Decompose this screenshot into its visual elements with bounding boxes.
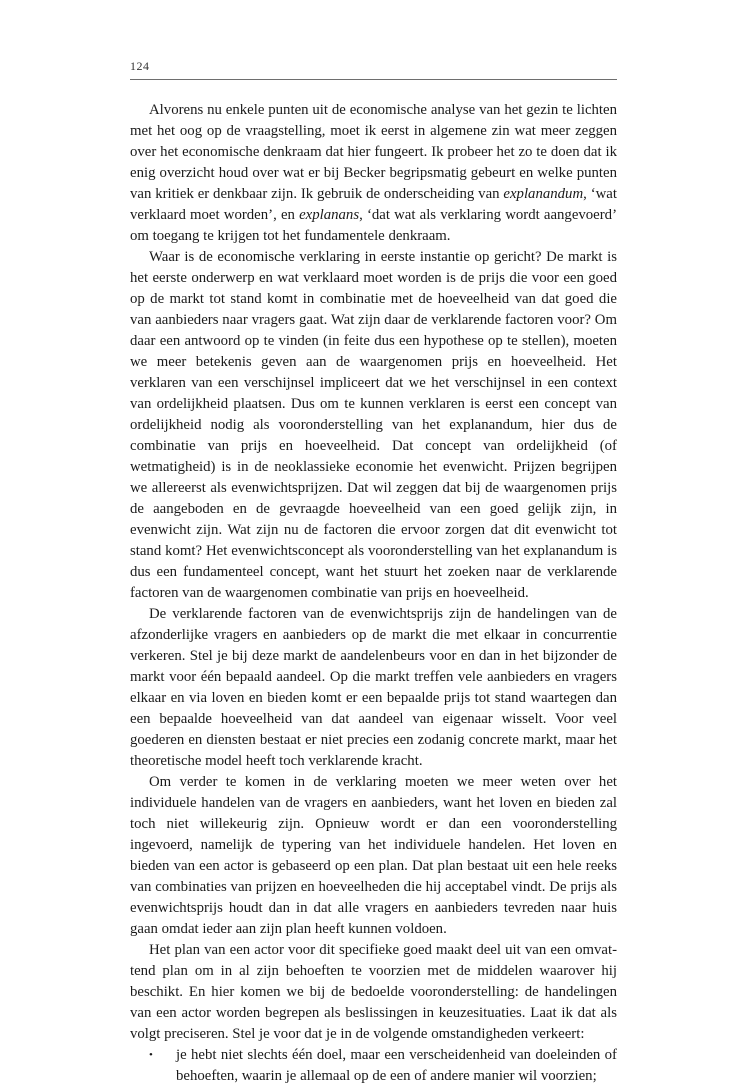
text-run: De verklarende factoren van de evenwichtsprijs zijn de handelingen van de afzonderlijke vragers en aanbieders op de markt die met elkaar in concurrentie verkeren. Stel je bij deze markt de aandelenbeurs voor en dan in het bijzonder de markt voor één bepaald aandeel. Op die markt treffen vele aanbieders en vragers elkaar en via loven en bieden komt er een bepaalde prijs tot stand waartegen dan een bepaalde hoeveelheid van dat aandeel van eigenaar wisselt. Voor veel goederen en diensten bestaat er niet precies een zodanig concrete markt, maar het theoretische model heeft toch verklarende kracht. [130, 606, 617, 769]
text-run: Waar is de economische verklaring in eerste instantie op gericht? De markt is het eerste onderwerp en wat verklaard moet worden is de prijs die voor een goed op de markt tot stand komt in combinatie met de hoeveelheid van dat goed die van aanbieders naar vragers gaat. Wat zijn daar de verklarende factoren voor? Om daar een antwoord op te vinden (in feite dus een hypothese op te stellen), moeten we meer betekenis geven aan de waargenomen prijs en hoeveelheid. Het verklaren van een verschijnsel impliceert dat we het verschijnsel in een context van ordelijkheid plaatsen. Dus om te kunnen verklaren is eerst een concept van ordelijkheid nodig als vooronderstelling van het explanandum, hier dus de combinatie van prijs en hoeveelheid. Dat concept van ordelijkheid (of wetmatigheid) is in de neoklassieke economie het evenwicht. Prijzen begrijpen we allereerst als evenwichtsprijzen. Dat wil zeggen dat bij de waargenomen prijs de aangeboden en de gevraagde hoeveelheid van een goed gelijk zijn, in evenwicht zijn. Wat zijn nu de factoren die ervoor zorgen dat dit evenwicht tot stand komt? Het evenwichtsconcept als vooronderstelling van het explanandum is dus een fundamenteel concept, want het stuurt het zoeken naar de verklarende factoren van de waargenomen combinatie van prijs en hoeveelheid. [130, 249, 617, 601]
paragraph [130, 772, 617, 940]
paragraph [130, 247, 617, 604]
paragraph [130, 100, 617, 247]
italic-term: explanandum [503, 186, 584, 202]
italic-term: explanans [299, 207, 360, 223]
bullet-icon: • [149, 1049, 153, 1061]
list-item-text: je hebt niet slechts één doel, maar een verscheidenheid van doeleinden of behoeften, waarin je allemaal op de een of andere manier wil voorzien; [176, 1047, 617, 1084]
page-number: 124 [130, 59, 150, 73]
text-run: Het plan van een actor voor dit specifieke goed maakt deel uit van een omvattend plan om in al zijn behoeften te voorzien met de middelen waarover hij beschikt. En hier komen we bij de bedoelde vooronderstelling: de handelingen van een actor worden begrepen als beslissingen in keuzesituaties. Laat ik dat als volgt preciseren. Stel je voor dat je in de volgende omstandigheden verkeert: [130, 942, 617, 1042]
header-rule [130, 79, 617, 80]
paragraph [130, 604, 617, 772]
text-run: Om verder te komen in de verklaring moeten we meer weten over het individuele handelen van de vragers en aanbieders, want het loven en bieden zal toch niet willekeurig zijn. Opnieuw wordt er dan een vooronderstelling ingevoerd, namelijk de typering van het individuele handelen. Het loven en bieden van een actor is gebaseerd op een plan. Dat plan bestaat uit een hele reeks van combinaties van prijzen en hoeveelheden die hij acceptabel vindt. De prijs als evenwichtsprijs houdt dan in dat alle vragers en aanbieders tevreden naar huis gaan omdat ieder aan zijn plan heeft kunnen voldoen. [130, 774, 617, 937]
paragraph [130, 940, 617, 1045]
text-run: , ‘dat wat als verklaring wordt aangevoerd’ om toegang te krijgen tot het fundamentele denkraam. [130, 207, 617, 244]
body-text [130, 100, 617, 1087]
text-run: Alvorens nu enkele punten uit de economische analyse van het gezin te lichten met het oog op de vraagstelling, moet ik eerst in algemene zin wat meer zeggen over het economische denkraam dat hier fungeert. Ik probeer het zo te doen dat ik enig overzicht houd over wat er bij Becker begripsmatig gebeurt en welke punten van kritiek er denkbaar zijn. Ik gebruik de onderscheiding van [130, 102, 617, 202]
bullet-list [130, 1045, 617, 1087]
list-item [130, 1045, 617, 1087]
text-run: , ‘wat verklaard moet worden’, en [130, 186, 617, 223]
